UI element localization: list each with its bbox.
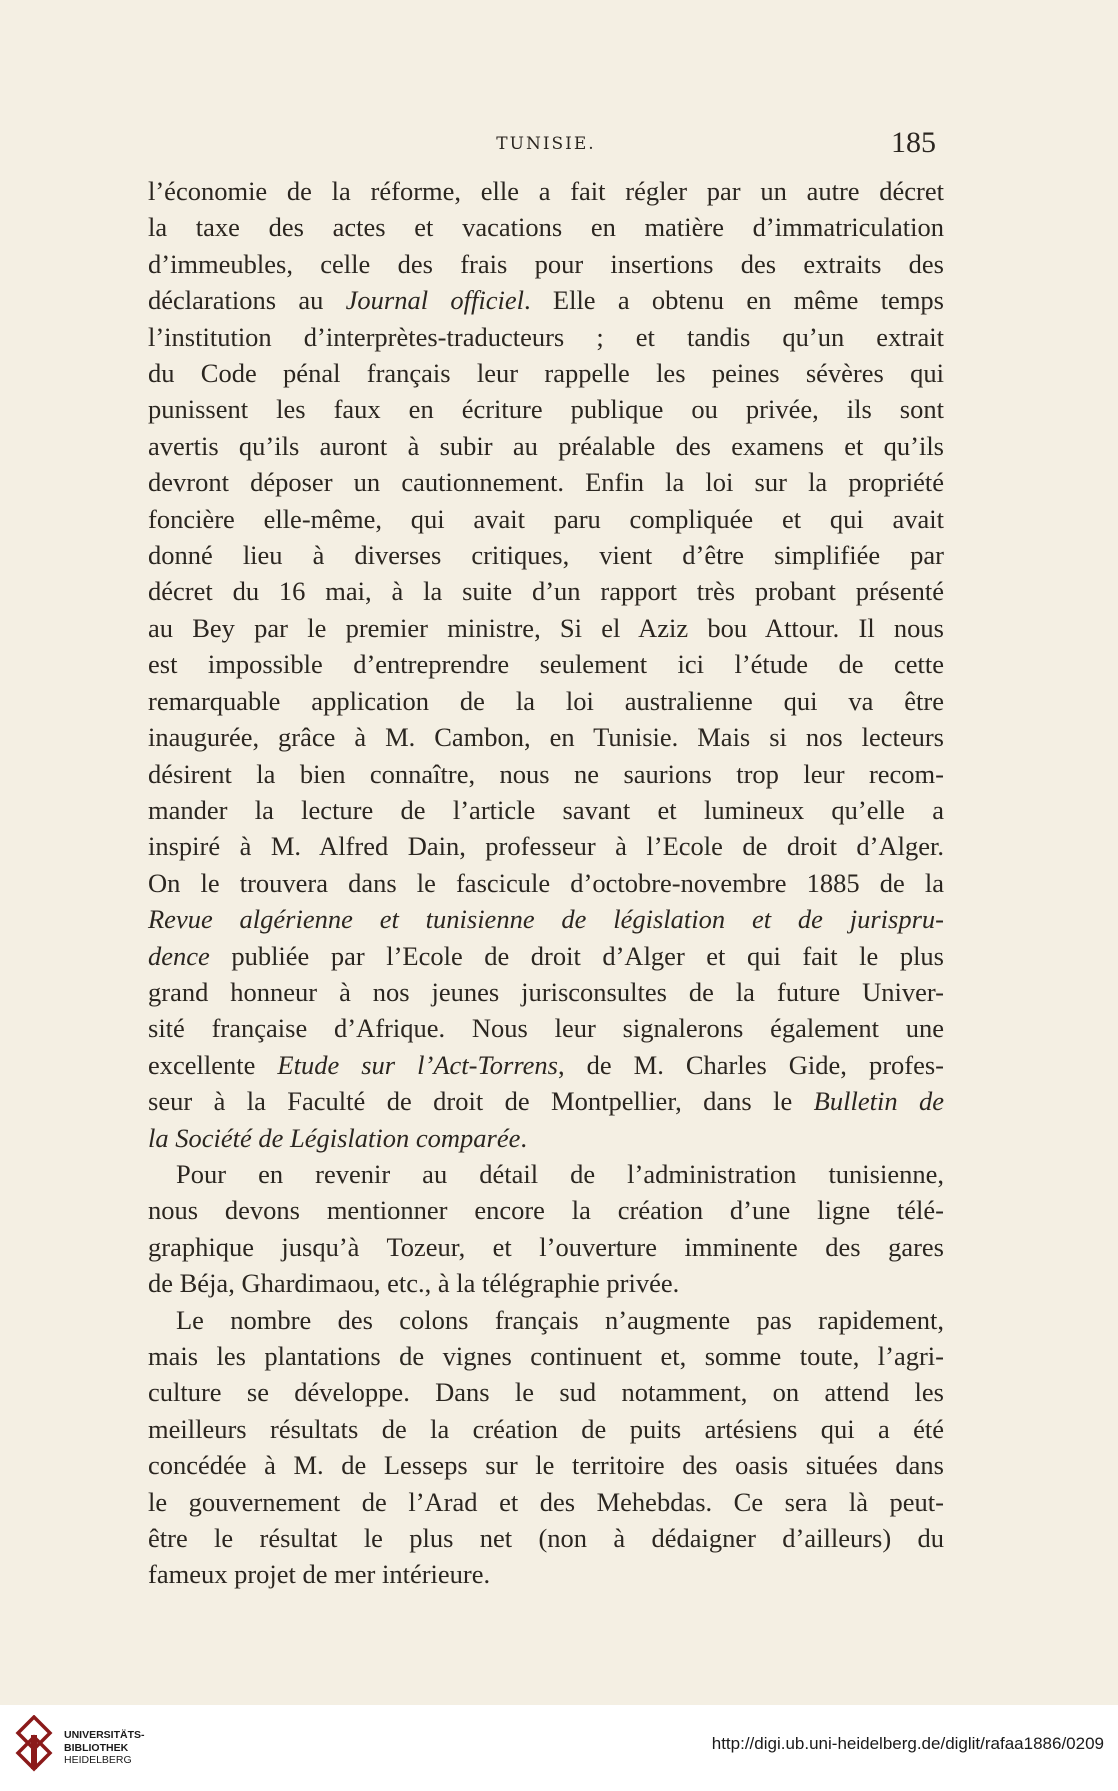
text-line: désirent la bien connaître, nous ne saurions trop leur recom- [148, 758, 944, 789]
italic-title: dence [148, 940, 210, 971]
text-line: punissent les faux en écriture publique ou privée, ils sont [148, 394, 944, 425]
text-line: du Code pénal français leur rappelle les peines sévères qui [148, 358, 944, 389]
text-line: devront déposer un cautionnement. Enfin la loi sur la propriété [148, 467, 944, 498]
text-line [148, 901, 944, 937]
paragraph-1 [148, 173, 944, 1156]
library-logo-icon [14, 1715, 54, 1777]
text-line: seur à la Faculté de droit de Montpellier, dans le Bulletin de [148, 1086, 945, 1117]
digitization-footer [0, 1705, 1118, 1791]
body-text [148, 173, 944, 1593]
text-line: concédée à M. de Lesseps sur le territoire des oasis situées dans [148, 1450, 944, 1481]
text-line: Pour en revenir au détail de l’administration tunisienne, [176, 1158, 944, 1189]
italic-title: Revue algérienne et tunisienne de législation et de jurispru- [148, 904, 944, 935]
italic-title: Bulletin de [813, 1086, 945, 1117]
text-line: la Société de Législation comparée. [148, 1122, 528, 1153]
institution-line-2: BIBLIOTHEK [64, 1741, 129, 1754]
text-line: On le trouvera dans le fascicule d’octobre-novembre 1885 de la [148, 867, 944, 898]
page-number: 185 [891, 126, 936, 159]
text-line: sité française d’Afrique. Nous leur signalerons également une [148, 1013, 944, 1044]
text-line: l’institution d’interprètes-traducteurs ; et tandis qu’un extrait [148, 321, 944, 352]
text-line: nous devons mentionner encore la création d’une ligne télé- [148, 1195, 944, 1226]
text-line: meilleurs résultats de la création de puits artésiens qui a été [148, 1413, 944, 1444]
text-line: est impossible d’entreprendre seulement ici l’étude de cette [148, 649, 944, 680]
page-header [148, 126, 944, 166]
text-line: déclarations au Journal officiel. Elle a obtenu en même temps [148, 285, 944, 316]
text-line: mais les plantations de vignes continuent et, somme toute, l’agri- [148, 1341, 944, 1371]
italic-title: Journal officiel [345, 285, 524, 316]
text-line: fameux projet de mer intérieure. [148, 1559, 491, 1590]
text-line: mander la lecture de l’article savant et lumineux qu’elle a [148, 794, 944, 825]
text-line: décret du 16 mai, à la suite d’un rapport très probant présenté [148, 576, 944, 607]
italic-title: Etude sur l’Act-Torrens [277, 1049, 558, 1080]
institution-line-1: UNIVERSITÄTS- [64, 1729, 145, 1741]
text-line: le gouvernement de l’Arad et des Mehebdas. Ce sera là peut- [148, 1486, 944, 1517]
text-line: être le résultat le plus net (non à dédaigner d’ailleurs) du [148, 1523, 944, 1554]
text-line: au Bey par le premier ministre, Si el Aziz bou Attour. Il nous [148, 612, 944, 643]
running-head: TUNISIE. [496, 134, 596, 154]
text-line: l’économie de la réforme, elle a fait régler par un autre décret [148, 176, 944, 206]
text-line: inspiré à M. Alfred Dain, professeur à l’Ecole de droit d’Alger. [148, 831, 944, 862]
text-line: dence publiée par l’Ecole de droit d’Alger et qui fait le plus [148, 940, 944, 971]
text-line: donné lieu à diverses critiques, vient d’être simplifiée par [148, 540, 944, 571]
institution-line-3: HEIDELBERG [64, 1754, 132, 1766]
paragraph-3 [148, 1302, 944, 1593]
text-line: excellente Etude sur l’Act-Torrens, de M. Charles Gide, profes- [148, 1049, 944, 1080]
text-line: Le nombre des colons français n’augmente pas rapidement, [176, 1304, 944, 1335]
text-line: la taxe des actes et vacations en matière d’immatriculation [148, 212, 944, 243]
text-line: culture se développe. Dans le sud notamment, on attend les [148, 1377, 944, 1408]
institution-name [64, 1729, 145, 1767]
paragraph-2 [148, 1156, 944, 1302]
text-line: de Béja, Ghardimaou, etc., à la télégraphie privée. [148, 1268, 680, 1299]
text-line: avertis qu’ils auront à subir au préalable des examens et qu’ils [148, 430, 944, 461]
italic-title: la Société de Législation comparée [148, 1122, 521, 1153]
text-line: grand honneur à nos jeunes jurisconsultes de la future Univer- [148, 976, 944, 1007]
text-line: d’immeubles, celle des frais pour insertions des extraits des [148, 248, 944, 279]
text-line: inaugurée, grâce à M. Cambon, en Tunisie. Mais si nos lecteurs [148, 722, 944, 753]
text-line: foncière elle-même, qui avait paru compliquée et qui avait [148, 503, 944, 534]
text-line: remarquable application de la loi australienne qui va être [148, 685, 944, 716]
source-url-link[interactable]: http://digi.ub.uni-heidelberg.de/diglit/rafaa1886/0209 [711, 1734, 1104, 1753]
text-line: graphique jusqu’à Tozeur, et l’ouverture imminente des gares [148, 1231, 944, 1262]
